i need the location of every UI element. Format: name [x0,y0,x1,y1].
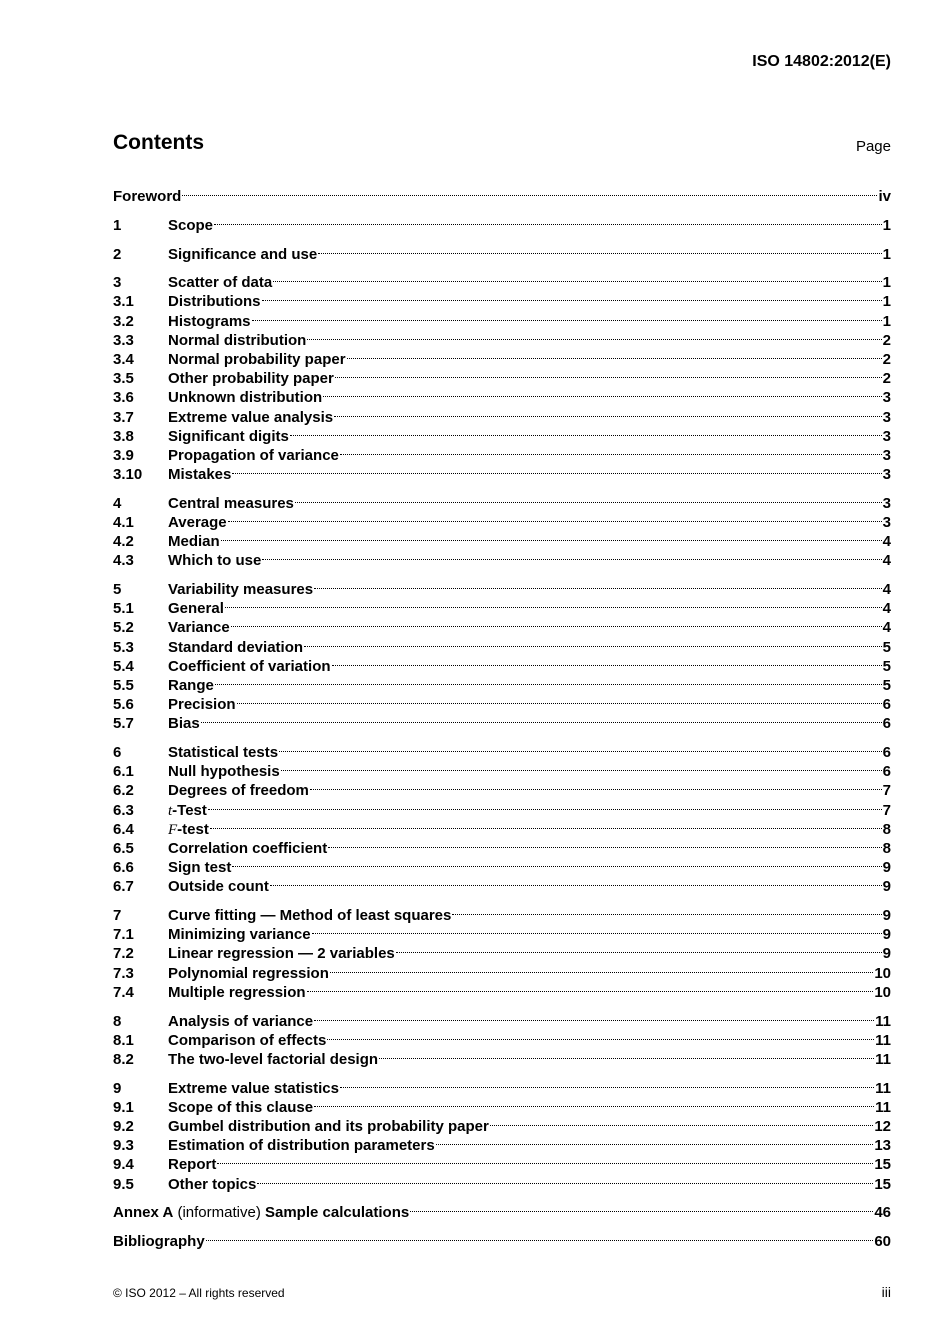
toc-dot-leader [347,345,882,364]
toc-entry-title [113,1203,409,1222]
toc-dot-leader [232,460,881,479]
toc-entry[interactable] [113,211,891,234]
toc-entry-number: 7.3 [113,964,134,982]
toc-dot-leader [208,795,882,814]
toc-dot-leader [304,632,882,651]
toc-entry-title-text: Report [168,1156,217,1174]
toc-entry-page: 9 [882,907,891,925]
toc-entry-title-text: Central measures [168,494,294,512]
toc-entry-title [168,964,329,983]
toc-entry-number: 6.6 [113,859,134,877]
toc-entry-title-text: Distributions [168,293,261,311]
toc-entry[interactable] [113,1227,891,1250]
toc-dot-leader [270,872,882,891]
toc-entry-title [113,187,181,206]
toc-entry-number: 2 [113,245,122,263]
document-id: ISO 14802:2012(E) [752,53,891,70]
toc-dot-leader [232,853,881,872]
toc-entry-title [168,676,214,695]
toc-entry-title-text: Statistical tests [168,744,279,762]
toc-entry-page: 1 [882,274,891,292]
toc-entry-number: 8.2 [113,1050,134,1068]
toc-entry-title-text: Standard deviation [168,638,304,656]
toc-entry-page: 7 [882,782,891,800]
toc-entry-title-text: Propagation of variance [168,446,339,464]
toc-entry-title [168,551,261,570]
toc-entry-number: 3.9 [113,446,134,464]
toc-entry[interactable] [113,671,891,694]
toc-entry[interactable] [113,613,891,637]
toc-entry-title-text: Variability measures [168,581,314,599]
toc-entry-title [168,1098,313,1117]
toc-entry-page: 4 [882,552,891,570]
toc-entry[interactable] [113,709,891,733]
toc-entry-title-text: Minimizing variance [168,926,311,944]
toc-entry-page: 1 [882,245,891,263]
toc-entry-number: 5.4 [113,657,134,675]
toc-entry-number: 9.1 [113,1098,134,1116]
toc-entry-number: 6.2 [113,782,134,800]
toc-entry-title-text: Coefficient of variation [168,657,331,675]
toc-entry-page: 10 [874,964,891,982]
toc-entry-number: 3.5 [113,370,134,388]
toc-entry-page: 3 [882,389,891,407]
toc-entry-title [113,1232,205,1251]
toc-entry-number: 1 [113,216,122,234]
table-of-contents [113,182,891,1250]
toc-entry-title [168,743,278,762]
toc-entry-page: 4 [882,619,891,637]
toc-entry-title [168,638,303,657]
toc-dot-leader [307,326,881,345]
toc-entry[interactable] [113,738,891,762]
toc-entry-title [168,801,207,821]
toc-entry-number: 4.3 [113,552,134,570]
toc-entry-title-text: Degrees of freedom [168,782,309,800]
toc-entry-page: 6 [882,715,891,733]
toc-entry-number: 8 [113,1012,122,1030]
toc-entry-title [168,820,209,840]
toc-entry-number: 9.4 [113,1156,134,1174]
toc-entry-page: 11 [875,1079,891,1097]
toc-entry-title [168,331,306,350]
toc-entry-number: 7.1 [113,926,134,944]
toc-entry-page: 4 [882,600,891,618]
toc-entry-number: 7 [113,907,122,925]
toc-entry-title-text: Significant digits [168,427,289,445]
toc-entry[interactable] [113,575,891,599]
toc-entry-title [168,599,224,618]
toc-entry-number: 3.6 [113,389,134,407]
toc-entry-title-text: Other topics [168,1175,257,1193]
toc-dot-leader [201,709,882,728]
toc-dot-leader [215,671,882,690]
toc-entry-title [168,618,230,637]
toc-entry-title [168,465,231,484]
toc-entry[interactable] [113,239,891,263]
toc-entry-title-text: Other probability paper [168,370,334,388]
contents-title: Contents [113,131,204,154]
toc-dot-leader [262,287,882,306]
toc-entry-number: 9 [113,1079,122,1097]
toc-entry-title-text: Correlation coefficient [168,840,328,857]
toc-entry-title [168,245,317,264]
toc-entry-title-text: Scope of this clause [168,1098,314,1116]
toc-entry-title-text: Average [168,514,227,531]
toc-dot-leader [237,690,882,709]
toc-entry-title-text: Foreword [113,188,182,206]
toc-entry-title-text: General [168,600,224,618]
toc-entry-number: 5 [113,581,122,599]
toc-dot-leader [228,508,882,527]
toc-dot-leader [262,546,881,565]
toc-entry-number: 5.1 [113,600,134,618]
toc-entry-number: 3.3 [113,331,134,349]
footer-page-number: iii [881,1284,891,1300]
toc-entry-title-text: Bias [168,715,200,733]
toc-entry-number: 4.1 [113,514,134,531]
toc-entry[interactable] [113,508,891,531]
toc-entry-title-text: Histograms [168,312,251,330]
toc-entry-title-text: Polynomial regression [168,964,329,982]
toc-entry-page: 1 [882,293,891,311]
toc-entry-page: 6 [882,744,891,762]
toc-entry-title-text: Unknown distribution [168,389,323,407]
toc-entry-title-text: Extreme value analysis [168,408,334,426]
toc-entry-page: iv [878,188,891,206]
toc-entry-number: 4.2 [113,533,134,551]
toc-entry-number: 5.5 [113,677,134,694]
toc-entry-page: 6 [882,763,891,781]
toc-dot-leader [436,1131,874,1150]
toc-entry-title-text: Linear regression — 2 variables [168,945,395,963]
toc-dot-leader [379,1045,874,1064]
toc-entry-page: 11 [875,1050,891,1068]
toc-entry-page: 11 [875,1031,891,1049]
toc-entry-number: 3.10 [113,466,143,484]
page-column-label: Page [855,138,891,155]
toc-entry-page: 2 [882,331,891,349]
toc-entry-title-text: Median [168,533,220,551]
toc-entry-title [168,273,272,292]
toc-entry-title-text: The two-level factorial design [168,1050,379,1068]
toc-entry-page: 60 [874,1232,891,1250]
toc-entry-number: 6 [113,744,122,762]
toc-dot-leader [312,920,882,939]
toc-entry-title-text: Variance [168,619,230,637]
toc-entry-title [168,427,289,446]
toc-entry-page: 7 [882,801,891,819]
toc-entry-title [168,532,220,551]
toc-entry-page: 9 [882,878,891,896]
toc-dot-leader [279,738,882,757]
toc-entry-title-text: Comparison of effects [168,1031,327,1049]
toc-dot-leader [182,182,877,201]
toc-entry[interactable] [113,182,891,206]
toc-dot-leader [310,776,882,795]
toc-entry-title-text: Normal probability paper [168,351,346,368]
toc-entry-number: 6.4 [113,820,134,838]
toc-entry[interactable] [113,489,891,512]
toc-entry-title-text: Scope [168,216,214,234]
toc-entry-page: 46 [874,1204,891,1222]
toc-entry[interactable] [113,594,891,618]
toc-entry-title [168,292,261,311]
toc-entry-title-text: Scatter of data [168,274,273,292]
toc-dot-leader [217,1150,873,1169]
toc-entry-number: 5.2 [113,619,134,637]
toc-entry-page: 2 [882,370,891,388]
toc-entry[interactable] [113,1150,891,1174]
toc-entry-page: 4 [882,581,891,599]
toc-entry-title-text: Outside count [168,878,269,896]
toc-entry-page: 3 [882,466,891,484]
toc-entry-title [168,388,322,407]
toc-entry[interactable] [113,1006,891,1030]
toc-entry-page: 3 [882,514,891,531]
toc-dot-leader [206,1227,874,1246]
toc-entry-title [168,877,269,896]
toc-entry-page: 3 [882,427,891,445]
toc-dot-leader [318,239,881,258]
toc-entry[interactable] [113,268,891,292]
toc-dot-leader [328,834,881,853]
toc-dot-leader [332,652,882,671]
toc-entry-page: 15 [874,1156,891,1174]
toc-entry-title-italic: F [168,821,178,838]
toc-entry-number: 3 [113,274,122,292]
toc-dot-leader [225,594,882,613]
footer-copyright: © ISO 2012 – All rights reserved [113,1286,285,1300]
toc-entry-title-text: Estimation of distribution parameters [168,1137,435,1155]
toc-dot-leader [231,613,882,632]
toc-entry-number: 8.1 [113,1031,134,1049]
toc-dot-leader [327,1026,874,1045]
toc-entry-page: 9 [882,945,891,963]
toc-entry-title [168,312,251,331]
toc-dot-leader [295,489,882,508]
toc-entry-title-text: Normal distribution [168,331,307,349]
toc-entry-title [168,762,280,781]
toc-dot-leader [210,815,882,834]
toc-entry-number: 4 [113,494,122,512]
toc-dot-leader [273,268,881,287]
toc-entry-number: 9.2 [113,1117,134,1135]
toc-entry-number: 9.3 [113,1137,134,1155]
toc-dot-leader [490,1112,873,1131]
toc-dot-leader [281,757,882,776]
toc-entry-title [168,1031,326,1050]
toc-entry-title-text: Annex A [113,1204,174,1222]
toc-entry-number: 6.5 [113,840,134,857]
toc-dot-leader [307,978,874,997]
toc-dot-leader [290,422,882,441]
toc-entry[interactable] [113,690,891,714]
toc-entry[interactable] [113,1198,891,1222]
toc-entry-title-normal: (informative) [173,1204,265,1222]
toc-entry-title [168,513,227,532]
toc-dot-leader [340,441,882,460]
toc-entry-page: 4 [882,533,891,551]
toc-dot-leader [314,1093,874,1112]
toc-entry-page: 11 [875,1098,891,1116]
toc-dot-leader [410,1198,873,1217]
toc-entry-title [168,714,200,733]
toc-entry-page: 1 [882,216,891,234]
toc-entry-page: 3 [882,446,891,464]
toc-entry-title-text: -test [177,820,209,838]
toc-entry-page: 3 [882,408,891,426]
toc-entry-number: 9.5 [113,1175,134,1193]
toc-entry-page: 10 [874,983,891,1001]
toc-entry-title [168,216,213,235]
toc-entry-number: 6.1 [113,763,134,781]
toc-entry-number: 5.6 [113,696,134,714]
toc-entry-title-text: Significance and use [168,245,318,263]
toc-entry[interactable] [113,546,891,570]
toc-entry-page: 6 [882,696,891,714]
toc-entry-page: 13 [874,1137,891,1155]
toc-dot-leader [252,306,882,325]
toc-entry-title-text: Mistakes [168,466,232,484]
toc-entry-title-text: Bibliography [113,1232,205,1250]
toc-entry-number: 3.8 [113,427,134,445]
toc-entry-page: 5 [882,677,891,694]
toc-entry-title [168,369,334,388]
toc-entry-title-text: Null hypothesis [168,763,280,781]
toc-entry-page: 11 [875,1012,891,1030]
toc-entry[interactable] [113,901,891,925]
toc-dot-leader [214,211,882,230]
toc-entry-number: 3.4 [113,351,134,368]
toc-entry-title-text: Precision [168,696,236,714]
toc-entry[interactable] [113,815,891,838]
toc-entry-number: 5.7 [113,715,134,733]
toc-dot-leader [221,527,882,546]
toc-entry-title-text: Analysis of variance [168,1012,314,1030]
toc-entry-title [168,1050,378,1069]
toc-dot-leader [396,939,882,958]
toc-entry[interactable] [113,1169,891,1193]
toc-entry-title-text: Which to use [168,552,262,570]
toc-entry-title-italic: t [168,802,173,819]
toc-entry-page: 3 [882,494,891,512]
toc-entry-number: 3.7 [113,408,134,426]
toc-entry-title [168,983,306,1002]
toc-entry-title-text: Multiple regression [168,983,306,1001]
toc-entry[interactable] [113,1073,891,1097]
toc-entry[interactable] [113,795,891,819]
toc-dot-leader [330,958,873,977]
toc-entry-page: 1 [882,312,891,330]
toc-dot-leader [340,1073,874,1092]
toc-entry-title-text: Gumbel distribution and its probability paper [168,1117,489,1135]
toc-entry-page: 2 [882,351,891,368]
toc-entry-title-text: Range [168,677,214,694]
toc-entry-title-text: -Test [172,801,207,819]
toc-entry-number: 7.2 [113,945,134,963]
toc-entry-title-text: Sign test [168,859,232,877]
toc-entry-title [168,1175,256,1194]
toc-entry-title [168,350,346,369]
toc-dot-leader [257,1169,873,1188]
toc-dot-leader [335,364,882,383]
toc-entry-page: 8 [882,820,891,838]
toc-entry-page: 8 [882,840,891,857]
toc-dot-leader [323,383,882,402]
toc-entry[interactable] [113,527,891,551]
toc-entry-page: 15 [874,1175,891,1193]
toc-dot-leader [334,402,882,421]
toc-entry-number: 6.3 [113,801,134,819]
toc-entry-number: 7.4 [113,983,134,1001]
toc-entry-title-text: Extreme value statistics [168,1079,339,1097]
toc-dot-leader [314,1006,874,1025]
toc-entry-title [168,858,231,877]
toc-entry-title-rest: Sample calculations [264,1204,410,1222]
toc-entry-number: 6.7 [113,878,134,896]
toc-entry[interactable] [113,834,891,857]
toc-entry-page: 5 [882,638,891,656]
toc-entry-page: 5 [882,657,891,675]
toc-entry-title [168,1012,313,1031]
toc-entry-number: 3.1 [113,293,134,311]
toc-entry-title-text: Curve fitting — Method of least squares [168,907,452,925]
toc-dot-leader [452,901,881,920]
toc-entry-page: 9 [882,859,891,877]
toc-entry-number: 3.2 [113,312,134,330]
toc-entry-page: 9 [882,926,891,944]
toc-entry-title [168,925,311,944]
toc-dot-leader [314,575,882,594]
toc-entry-number: 5.3 [113,638,134,656]
toc-entry-title [168,1155,216,1174]
toc-entry-page: 12 [874,1117,891,1135]
